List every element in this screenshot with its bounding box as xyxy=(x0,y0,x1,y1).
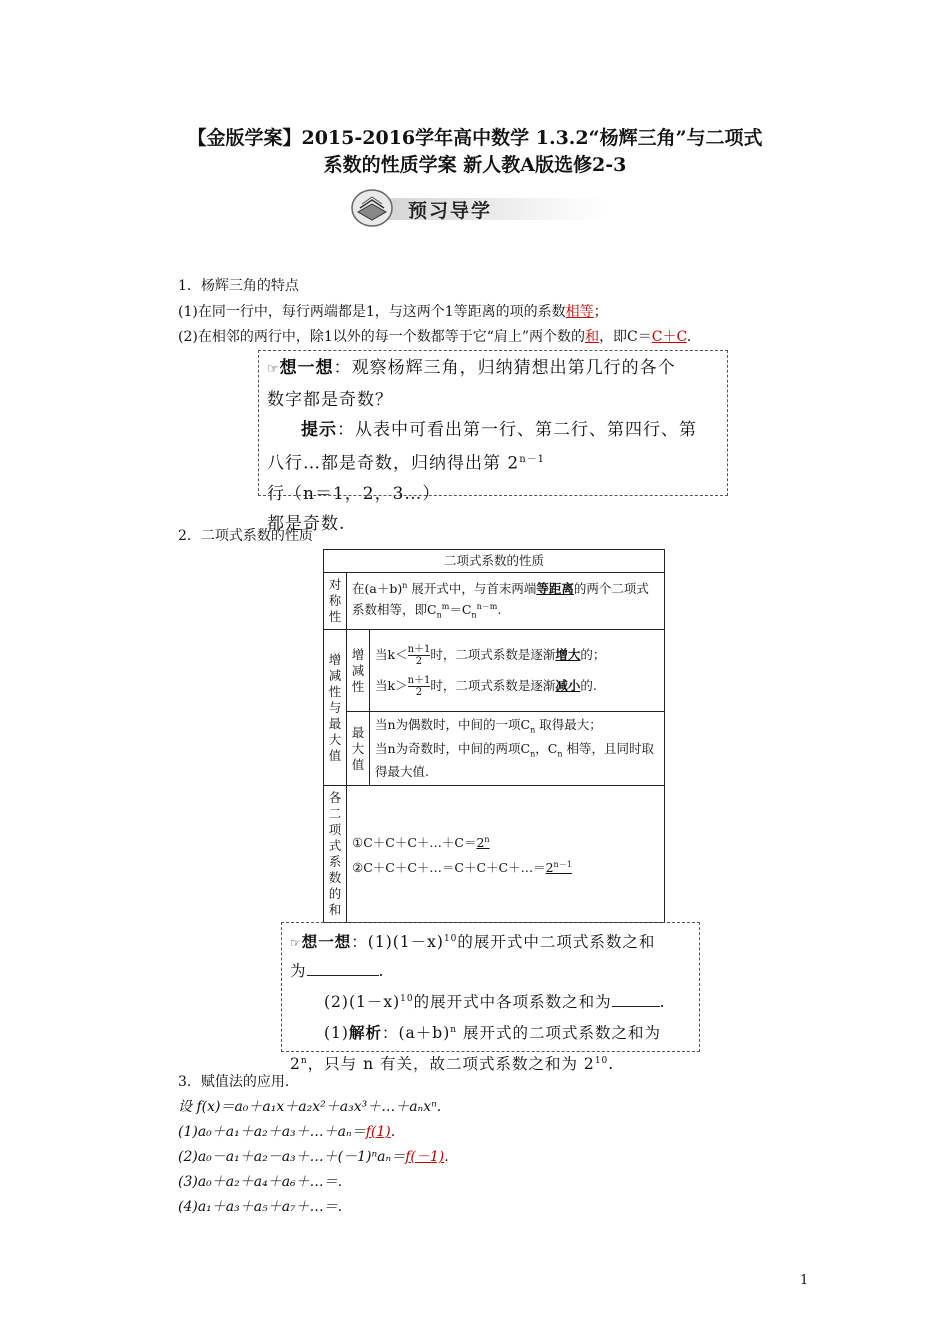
answer-f1: f(1) xyxy=(365,1124,391,1140)
sum-label: 各二项式系数的和 xyxy=(324,786,347,923)
think-box-1: ☞想一想：观察杨辉三角，归纳猜想出第几行的各个 数字都是奇数？ 提示：从表中可看出第一行、第二行、第四行、第 八行…都是奇数，归纳得出第 $2^{n-1}$ 行（n＝1，2，3…） 都是奇数. xyxy=(258,350,728,496)
max-value-content: 当n为偶数时，中间的一项$C_n$ 取得最大； 当n为奇数时，中间的两项$C_n$，$C_n$ 相等，且同时取得最大值. xyxy=(370,712,665,786)
think-label: 想一想 xyxy=(279,358,334,378)
think-1-hint-end: 都是奇数. xyxy=(267,513,346,534)
analysis-label: 解析 xyxy=(348,1023,382,1043)
section-2-heading: 2．二项式系数的性质 xyxy=(178,528,313,544)
section-3-item-3: (3)a₀＋a₂＋a₄＋a₆＋…＝. xyxy=(178,1174,343,1190)
answer-blank-1[interactable] xyxy=(307,957,379,976)
increase-decrease-content: 当k＜ $\frac{n+1}{2}$ 时，二项式系数是逐渐增大的； 当k＞ $\frac{n+1}{2}$ 时，二项式系数是逐渐减小的. xyxy=(370,630,665,712)
section-3-item-2: (2)a₀－a₁＋a₂－a₃＋…＋(－1)ⁿaₙ＝f(－1). xyxy=(178,1149,449,1165)
answer-f-minus-1: f(－1) xyxy=(405,1149,445,1165)
section-1-item-2: (2)在相邻的两行中，除1以外的每一个数都等于它“肩上”两个数的和，即C＝C＋C. xyxy=(178,329,692,345)
answer-formula: C＋C xyxy=(651,329,687,345)
monotonic-max-label: 增减性与最大值 xyxy=(324,630,347,786)
pointing-hand-icon-2: ☞ xyxy=(290,936,302,951)
table-header: 二项式系数的性质 xyxy=(324,550,665,573)
symmetry-content: 在$(a+b)^n$ 展开式中，与首末两端等距离的两个二项式系数相等，即$C_n^m=C_n^{n-m}$. xyxy=(347,573,665,630)
document-title-line-2: 系数的性质学案 新人教A版选修2-3 xyxy=(323,154,627,176)
binomial-properties-table xyxy=(323,549,665,923)
document-title-line-1: 【金版学案】2015-2016学年高中数学 1.3.2“杨辉三角”与二项式 xyxy=(187,127,763,149)
answer-sum: 和 xyxy=(585,329,600,345)
section-1-item-1: (1)在同一行中，每行两端都是1，与这两个1等距离的项的系数相等； xyxy=(178,304,608,320)
think-1-question-cont: 数字都是奇数？ xyxy=(267,390,393,410)
symmetry-label: 对称性 xyxy=(324,573,347,630)
pointing-hand-icon: ☞ xyxy=(267,362,280,377)
hint-label: 提示 xyxy=(301,420,337,440)
section-3-heading: 3．赋值法的应用. xyxy=(178,1074,290,1090)
page-number: 1 xyxy=(800,1273,809,1288)
section-3-item-4: (4)a₁＋a₃＋a₅＋a₇＋…＝. xyxy=(178,1199,343,1215)
think-2-label: 想一想 xyxy=(301,932,352,952)
answer-equal: 相等 xyxy=(565,304,594,320)
section-3-setup: 设 f(x)＝a₀＋a₁x＋a₂x²＋a₃x³＋…＋aₙxⁿ. xyxy=(178,1099,442,1115)
answer-blank-2[interactable] xyxy=(612,988,660,1007)
book-icon xyxy=(348,184,396,228)
banner-label: 预习导学 xyxy=(408,200,493,222)
sum-content: $①C+C+C+\dots+C=2^n$ $②C+C+C+\dots=C+C+C+\dots=2^{n-1}$ xyxy=(347,786,665,923)
section-1-heading: 1．杨辉三角的特点 xyxy=(178,278,299,294)
increase-decrease-label: 增减性 xyxy=(347,630,370,712)
preview-banner xyxy=(318,182,638,232)
section-3-item-1: (1)a₀＋a₁＋a₂＋a₃＋…＋aₙ＝f(1). xyxy=(178,1124,396,1140)
max-value-label: 最大值 xyxy=(347,712,370,786)
think-box-2: ☞想一想：$(1)(1-x)^{10}$的展开式中二项式系数之和 为 . $(2)(1-x)^{10}$的展开式中各项系数之和为 . (1)解析：$(a+b)^n$ 展开式的二项式系数之和为 2$^n$，只与 n 有关，故二项式系数之和为 $2^{10}$. xyxy=(281,922,700,1052)
